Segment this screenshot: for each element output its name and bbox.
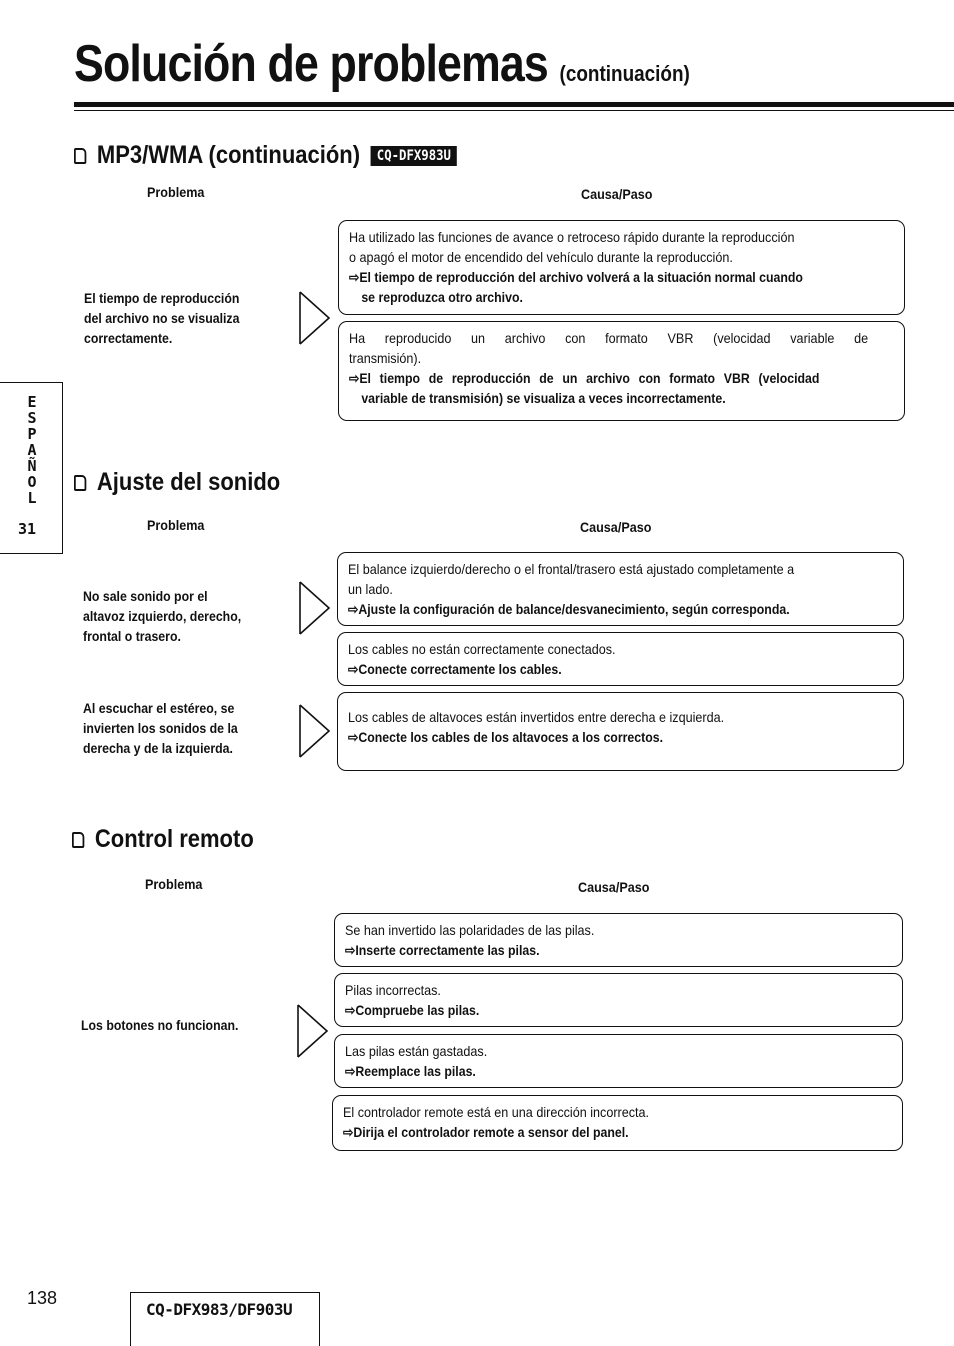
step-line: ⇨Conecte los cables de los altavoces a los correctos. [348,729,664,745]
cause-box [337,552,904,626]
arrow-right-icon [298,580,332,636]
step-line: ⇨Ajuste la configuración de balance/desvanecimiento, según corresponda. [348,601,790,617]
column-header-cause: Causa/Paso [581,186,653,202]
problem-line: derecha y de la izquierda. [83,740,233,756]
side-tab-letter: Ñ [27,457,37,475]
cause-line: Las pilas están gastadas. [345,1043,488,1059]
side-tab-letter: A [27,441,37,459]
problem-line: El tiempo de reproducción [84,290,240,306]
cause-line: o apagó el motor de encendido del vehículo durante la reproducción. [349,249,733,265]
section-title-mp3 [74,143,457,168]
step-line: ⇨El tiempo de reproducción del archivo volverá a la situación normal cuando [349,269,803,285]
problem-text [81,1015,238,1035]
step-line: variable de transmisión) se visualiza a veces incorrectamente. [361,390,726,406]
side-tab-number: 31 [18,520,37,538]
page-title [74,35,690,93]
problem-line: correctamente. [84,330,173,346]
problem-text [84,288,239,348]
arrow-right-icon [296,1003,330,1059]
page-title-text: Solución de problemas [74,35,548,93]
side-tab-letter: O [27,473,37,491]
problem-text [83,586,241,646]
cause-line: transmisión). [349,350,422,366]
cause-line: Ha utilizado las funciones de avance o retroceso rápido durante la reproducción [349,229,795,245]
section-title-text: Control remoto [94,825,254,853]
section-title-text: Ajuste del sonido [96,468,281,496]
checkbox-square-icon [74,475,86,491]
arrow-right-icon [298,703,332,759]
section-title-sound [74,470,280,495]
cause-box [337,692,904,771]
column-header-problem: Problema [147,184,205,200]
cause-box [334,1034,903,1088]
step-line: ⇨Reemplace las pilas. [345,1063,476,1079]
side-tab-letter: P [27,425,37,443]
problem-line: frontal o trasero. [83,628,181,644]
cause-line: El controlador remote está en una dirección incorrecta. [343,1104,650,1120]
column-header-problem: Problema [145,876,203,892]
cause-line: Los cables de altavoces están invertidos entre derecha e izquierda. [348,709,725,725]
problem-text [83,698,238,758]
problem-line: No sale sonido por el [83,588,208,604]
cause-box [334,913,903,967]
checkbox-square-icon [74,148,86,164]
section-title-text: MP3/WMA (continuación) [96,141,361,169]
column-header-problem: Problema [147,517,205,533]
problem-line: altavoz izquierdo, derecho, [83,608,242,624]
problem-line: invierten los sonidos de la [83,720,238,736]
title-rule-thick [74,102,954,107]
section-title-remote [72,827,254,852]
cause-box [337,632,904,686]
step-line: se reproduzca otro archivo. [361,289,523,305]
step-line: ⇨Inserte correctamente las pilas. [345,942,540,958]
side-tab-letter: L [27,489,37,507]
cause-line: un lado. [348,581,393,597]
cause-box [334,973,903,1027]
cause-line: Los cables no están correctamente conectados. [348,641,616,657]
step-line: ⇨Dirija el controlador remote a sensor del panel. [343,1124,629,1140]
column-header-cause: Causa/Paso [580,519,652,535]
page-title-suffix: (continuación) [559,61,690,86]
title-rule-thin [74,110,954,111]
model-badge: CQ-DFX983U [371,146,458,166]
footer-model-label: CQ-DFX983/DF903U [146,1300,293,1319]
checkbox-square-icon [72,832,84,848]
cause-line: Ha reproducido un archivo con formato VBR (velocidad variable de [349,330,869,346]
side-tab-letter: E [27,393,37,411]
cause-box [332,1095,903,1151]
problem-line: Al escuchar el estéreo, se [83,700,235,716]
side-tab-letter: S [27,409,37,427]
cause-line: Pilas incorrectas. [345,982,441,998]
side-tab-letters [20,394,44,506]
cause-box [338,220,905,315]
cause-line: Se han invertido las polaridades de las pilas. [345,922,595,938]
step-line: ⇨Conecte correctamente los cables. [348,661,562,677]
problem-line: del archivo no se visualiza [84,310,240,326]
column-header-cause: Causa/Paso [578,879,650,895]
page-number: 138 [27,1288,58,1308]
cause-box [338,321,905,421]
step-line: ⇨Compruebe las pilas. [345,1002,480,1018]
problem-line: Los botones no funcionan. [81,1017,239,1033]
arrow-right-icon [298,290,332,346]
step-line: ⇨El tiempo de reproducción de un archivo con formato VBR (velocidad [349,370,820,386]
cause-line: El balance izquierdo/derecho o el frontal/trasero está ajustado completamente a [348,561,795,577]
